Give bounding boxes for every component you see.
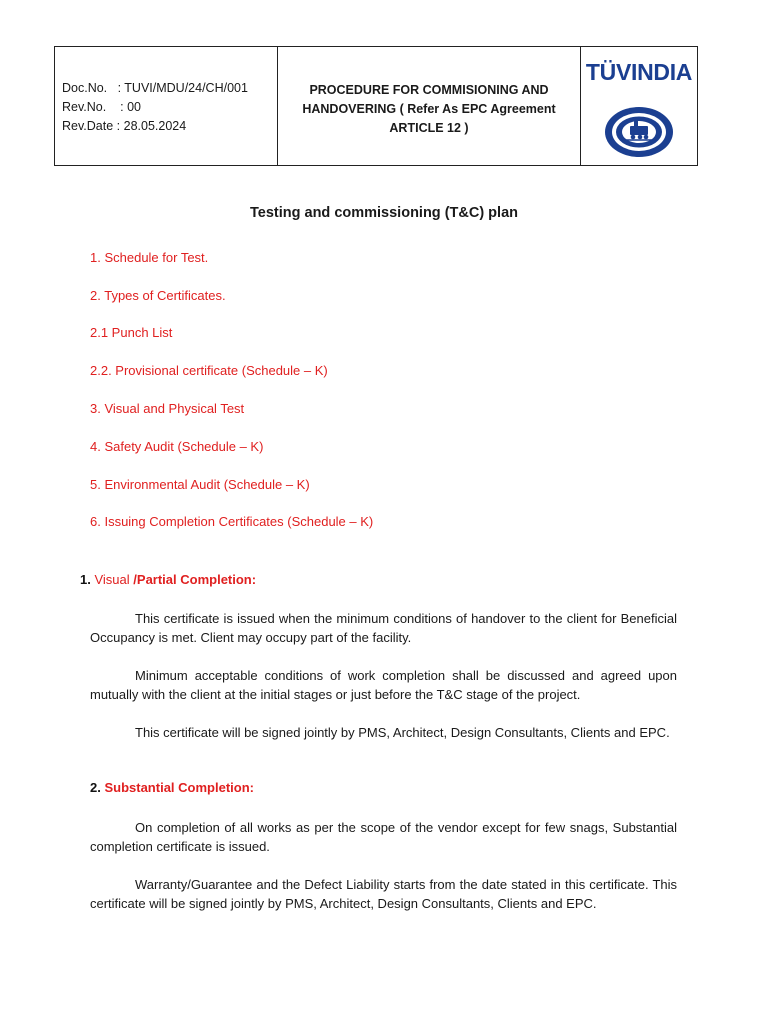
toc-item: 2.1 Punch List bbox=[90, 325, 173, 340]
toc-item: 1. Schedule for Test. bbox=[90, 250, 209, 265]
toc-item: 2.2. Provisional certificate (Schedule – K) bbox=[90, 363, 328, 378]
procedure-title-line1: PROCEDURE FOR COMMISIONING AND bbox=[309, 83, 549, 97]
logo-cell bbox=[581, 47, 697, 165]
section-1-paragraph: This certificate will be signed jointly by PMS, Architect, Design Consultants, Clients and EPC. bbox=[135, 725, 670, 740]
toc-item: 2. Types of Certificates. bbox=[90, 288, 226, 303]
procedure-title-line3: ARTICLE 12 ) bbox=[389, 121, 469, 135]
toc-item: 5. Environmental Audit (Schedule – K) bbox=[90, 477, 310, 492]
section-2-number: 2. bbox=[90, 780, 101, 795]
rev-date-label: Rev.Date bbox=[62, 119, 114, 133]
toc-item: 6. Issuing Completion Certificates (Schedule – K) bbox=[90, 514, 374, 529]
procedure-title-line2: HANDOVERING ( Refer As EPC Agreement bbox=[302, 102, 556, 116]
section-2-heading bbox=[90, 780, 254, 795]
section-2-paragraph: Warranty/Guarantee and the Defect Liability starts from the date stated in this certificate. This certificate will be signed jointly by PMS, Architect, Design Consultants, Clients and EPC. bbox=[90, 877, 677, 911]
rev-date-value: : 28.05.2024 bbox=[116, 119, 187, 133]
indian-railways-seal-icon bbox=[603, 105, 675, 159]
section-1-paragraph: This certificate is issued when the minimum conditions of handover to the client for Beneficial Occupancy is met. Client may occupy part of the facility. bbox=[90, 611, 677, 645]
document-title: Testing and commissioning (T&C) plan bbox=[250, 205, 518, 221]
tuv-india-logo: TÜVINDIA bbox=[585, 59, 693, 85]
doc-no-value: : TUVI/MDU/24/CH/001 bbox=[117, 81, 248, 95]
section-1-title-part1: Visual bbox=[94, 572, 130, 587]
doc-info-cell bbox=[55, 47, 278, 165]
section-1-number: 1. bbox=[80, 572, 91, 587]
toc-item: 4. Safety Audit (Schedule – K) bbox=[90, 439, 264, 454]
section-1-title-part2: /Partial Completion: bbox=[133, 572, 257, 587]
doc-no-label: Doc.No. bbox=[62, 81, 108, 95]
section-1-heading bbox=[80, 572, 256, 587]
document-header bbox=[54, 46, 698, 166]
rev-no-label: Rev.No. bbox=[62, 100, 107, 114]
toc-item: 3. Visual and Physical Test bbox=[90, 401, 245, 416]
rev-no-row bbox=[62, 98, 277, 117]
doc-no-row bbox=[62, 79, 277, 98]
section-2-paragraph: On completion of all works as per the scope of the vendor except for few snags, Substantial completion certificate is issued. bbox=[90, 820, 677, 854]
section-1-paragraph: Minimum acceptable conditions of work completion shall be discussed and agreed upon mutually with the client at the initial stages or just before the T&C stage of the project. bbox=[90, 668, 677, 702]
rev-no-value: : 00 bbox=[120, 100, 141, 114]
procedure-title-cell bbox=[278, 47, 581, 165]
section-2-title: Substantial Completion: bbox=[104, 780, 254, 795]
rev-date-row bbox=[62, 117, 277, 136]
